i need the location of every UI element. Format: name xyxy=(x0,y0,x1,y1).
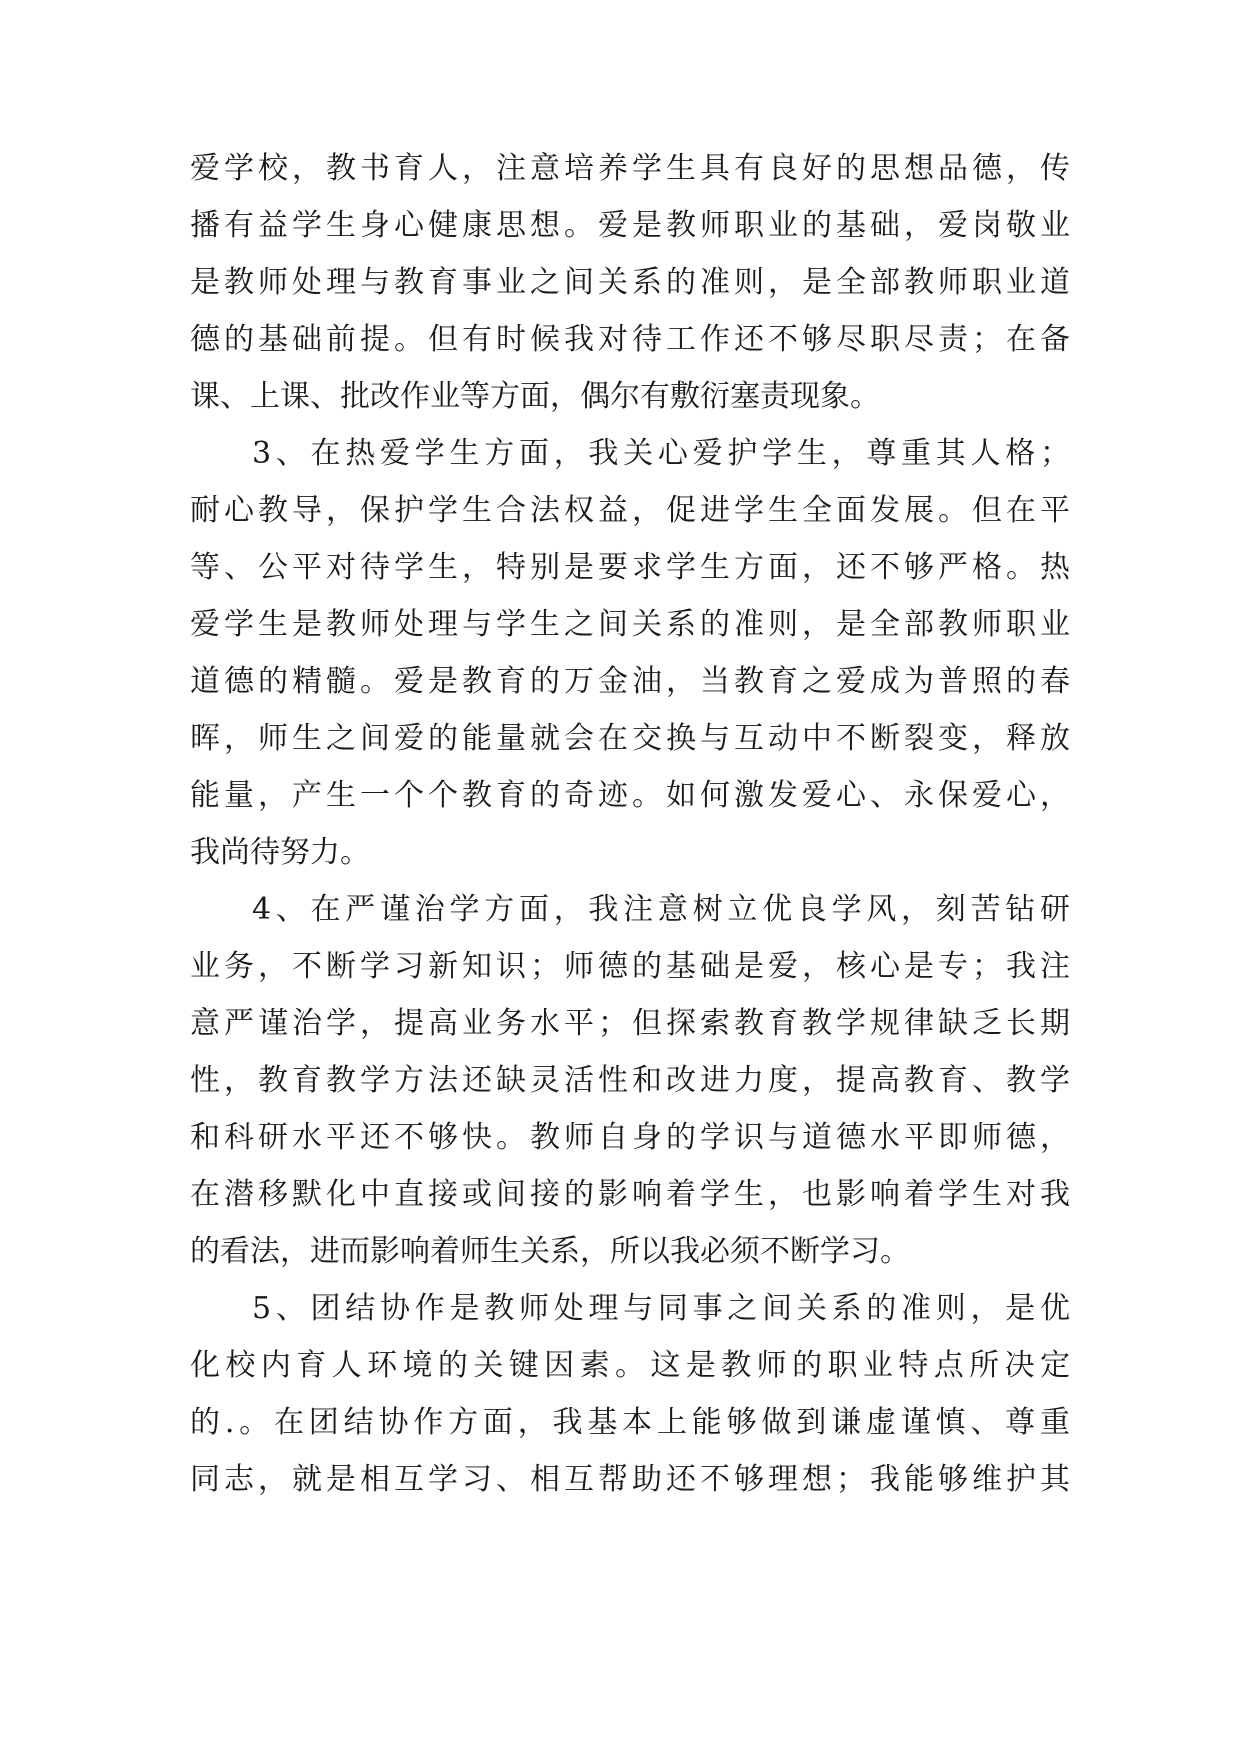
text-line: 能量，产生一个个教育的奇迹。如何激发爱心、永保爱心， xyxy=(190,778,1070,813)
text-line: 等、公平对待学生，特别是要求学生方面，还不够严格。热 xyxy=(190,550,1070,585)
text-line: 业务，不断学习新知识；师德的基础是爱，核心是专；我注 xyxy=(190,949,1070,984)
text-line: 意严谨治学，提高业务水平；但探索教育教学规律缺乏长期 xyxy=(190,1006,1070,1041)
text-line: 性，教育教学方法还缺灵活性和改进力度，提高教育、教学 xyxy=(190,1063,1070,1098)
text-line: 是教师处理与教育事业之间关系的准则，是全部教师职业道 xyxy=(190,265,1070,300)
text-line: 的看法，进而影响着师生关系，所以我必须不断学习。 xyxy=(190,1234,910,1269)
text-line: 晖，师生之间爱的能量就会在交换与互动中不断裂变，释放 xyxy=(190,721,1070,756)
text-line: 在潜移默化中直接或间接的影响着学生，也影响着学生对我 xyxy=(190,1177,1070,1212)
text-line: 化校内育人环境的关键因素。这是教师的职业特点所决定 xyxy=(190,1348,1070,1383)
text-line: 道德的精髓。爱是教育的万金油，当教育之爱成为普照的春 xyxy=(190,664,1070,699)
text-line: 课、上课、批改作业等方面，偶尔有敷衍塞责现象。 xyxy=(190,379,880,414)
paragraph-first-line: 5、团结协作是教师处理与同事之间关系的准则，是优 xyxy=(252,1291,1070,1326)
text-line: 爱学校，教书育人，注意培养学生具有良好的思想品德，传 xyxy=(190,151,1070,186)
text-line: 爱学生是教师处理与学生之间关系的准则，是全部教师职业 xyxy=(190,607,1070,642)
text-line: 的.。在团结协作方面，我基本上能够做到谦虚谨慎、尊重 xyxy=(190,1405,1070,1440)
text-line: 和科研水平还不够快。教师自身的学识与道德水平即师德， xyxy=(190,1120,1070,1155)
paragraph-first-line: 4、在严谨治学方面，我注意树立优良学风，刻苦钻研 xyxy=(252,892,1070,927)
text-line: 同志，就是相互学习、相互帮助还不够理想；我能够维护其 xyxy=(190,1462,1070,1497)
text-line: 德的基础前提。但有时候我对待工作还不够尽职尽责；在备 xyxy=(190,322,1070,357)
text-line: 播有益学生身心健康思想。爱是教师职业的基础，爱岗敬业 xyxy=(190,208,1070,243)
text-line: 我尚待努力。 xyxy=(190,835,370,870)
text-line: 耐心教导，保护学生合法权益，促进学生全面发展。但在平 xyxy=(190,493,1070,528)
paragraph-first-line: 3、在热爱学生方面，我关心爱护学生，尊重其人格； xyxy=(252,436,1070,471)
